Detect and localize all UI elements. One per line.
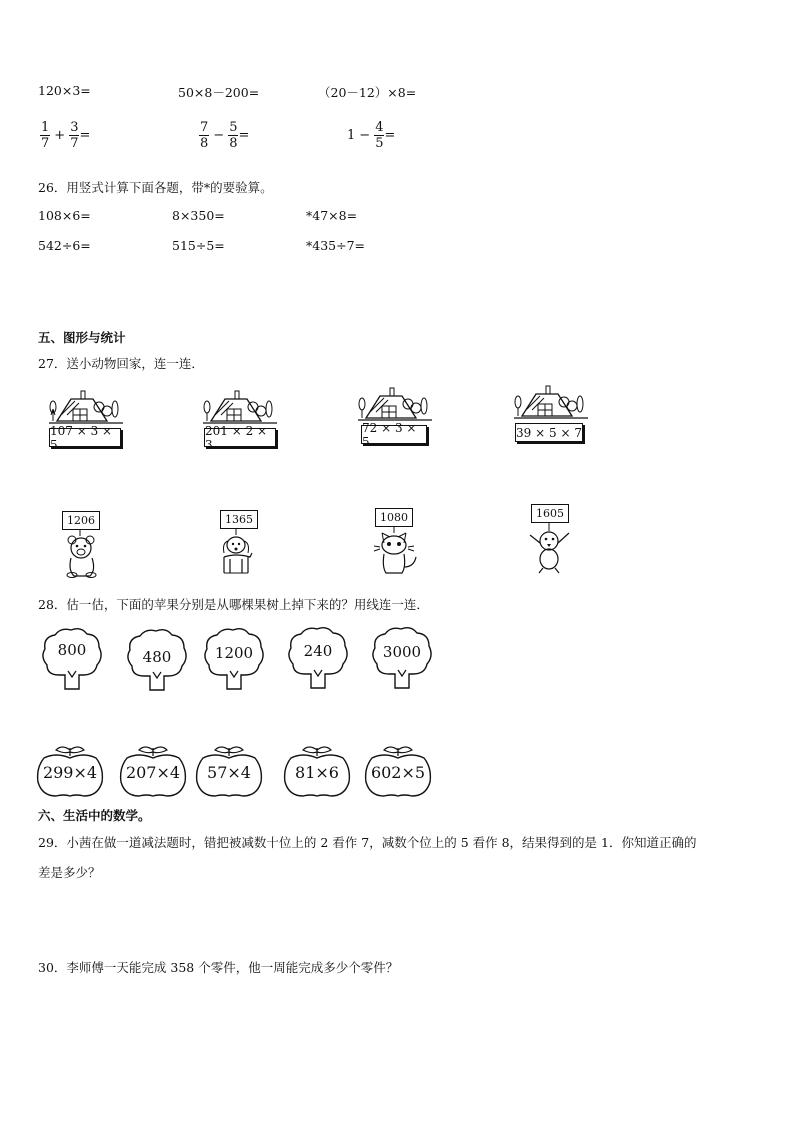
- fraction: $\frac{7}{8}$: [200, 120, 209, 151]
- fraction-problem-2: $\frac{7}{8}$ − $\frac{5}{8}$ =: [200, 120, 250, 151]
- tree-number: 800: [57, 641, 87, 659]
- dog-icon: [212, 529, 262, 577]
- animal-number-sign: 1206: [62, 511, 100, 530]
- animal-2[interactable]: [212, 510, 262, 578]
- bird-icon: [527, 523, 577, 575]
- q26-prompt: 26．用竖式计算下面各题，带*的要验算。: [38, 180, 273, 195]
- house-expression: 107 × 3 × 5: [49, 428, 121, 447]
- section-5-title: 五、图形与统计: [38, 330, 126, 345]
- tree-4[interactable]: [287, 626, 349, 690]
- animal-3[interactable]: [372, 508, 422, 578]
- tree-2[interactable]: [126, 628, 188, 692]
- fraction-problem-3: 1 − $\frac{4}{5}$ =: [347, 120, 396, 151]
- oral-calc-1: 120×3=: [38, 83, 91, 98]
- q26-item: *47×8=: [306, 208, 358, 223]
- q26-item: 515÷5=: [172, 238, 225, 253]
- fraction: $\frac{1}{7}$: [41, 120, 50, 151]
- house-3[interactable]: [356, 382, 436, 447]
- apple-expression: 57×4: [207, 763, 251, 782]
- tree-number: 3000: [382, 643, 422, 661]
- apple-4[interactable]: [283, 744, 351, 800]
- house-expression: 72 × 3 × 5: [361, 425, 427, 444]
- q30-prompt: 30．李师傅一天能完成 358 个零件，他一周能完成多少个零件？: [38, 960, 399, 975]
- apple-2[interactable]: [119, 744, 187, 800]
- house-1[interactable]: [47, 385, 127, 450]
- q26-item: *435÷7=: [306, 238, 366, 253]
- bear-icon: [60, 530, 108, 578]
- tree-3[interactable]: [202, 627, 266, 691]
- animal-1[interactable]: [60, 511, 108, 579]
- q29-line-2: 差是多少？: [38, 865, 101, 880]
- animal-4[interactable]: [527, 504, 577, 576]
- apple-expression: 299×4: [42, 763, 98, 782]
- q26-item: 542÷6=: [38, 238, 91, 253]
- apple-3[interactable]: [195, 744, 263, 800]
- tree-icon: [41, 627, 103, 691]
- apple-expression: 81×6: [295, 763, 339, 782]
- tree-5[interactable]: [370, 626, 434, 690]
- q28-prompt: 28．估一估，下面的苹果分别是从哪棵果树上掉下来的？用线连一连．: [38, 597, 429, 612]
- animal-number-sign: 1080: [375, 508, 413, 527]
- tree-1[interactable]: [41, 627, 103, 691]
- oral-calc-3: （20－12）×8=: [318, 85, 417, 100]
- house-expression: 39 × 5 × 7: [515, 423, 583, 442]
- apple-expression: 207×4: [125, 763, 181, 782]
- oral-calc-2: 50×8－200=: [178, 85, 260, 100]
- tree-number: 240: [303, 642, 333, 660]
- q27-prompt: 27．送小动物回家，连一连．: [38, 356, 204, 371]
- fraction: $\frac{3}{7}$: [70, 120, 79, 151]
- tree-number: 1200: [214, 644, 254, 662]
- section-6-title: 六、生活中的数学。: [38, 808, 151, 823]
- animal-number-sign: 1365: [220, 510, 258, 529]
- tree-number: 480: [142, 648, 172, 666]
- q26-item: 8×350=: [172, 208, 225, 223]
- fraction: $\frac{5}{8}$: [229, 120, 238, 151]
- apple-1[interactable]: [36, 744, 104, 800]
- q26-item: 108×6=: [38, 208, 91, 223]
- cat-icon: [372, 527, 422, 577]
- apple-5[interactable]: [364, 744, 432, 800]
- fraction-problem-1: $\frac{1}{7}$ + $\frac{3}{7}$ =: [41, 120, 91, 151]
- q29-line-1: 29．小茜在做一道减法题时，错把被减数十位上的 2 看作 7，减数个位上的 5 看作 8，结果得到的是 1．你知道正确的: [38, 835, 697, 850]
- animal-number-sign: 1605: [531, 504, 569, 523]
- house-4[interactable]: [512, 380, 592, 445]
- house-2[interactable]: [201, 385, 281, 450]
- apple-expression: 602×5: [370, 763, 426, 782]
- fraction: $\frac{4}{5}$: [375, 120, 384, 151]
- house-expression: 201 × 2 × 3: [204, 428, 276, 447]
